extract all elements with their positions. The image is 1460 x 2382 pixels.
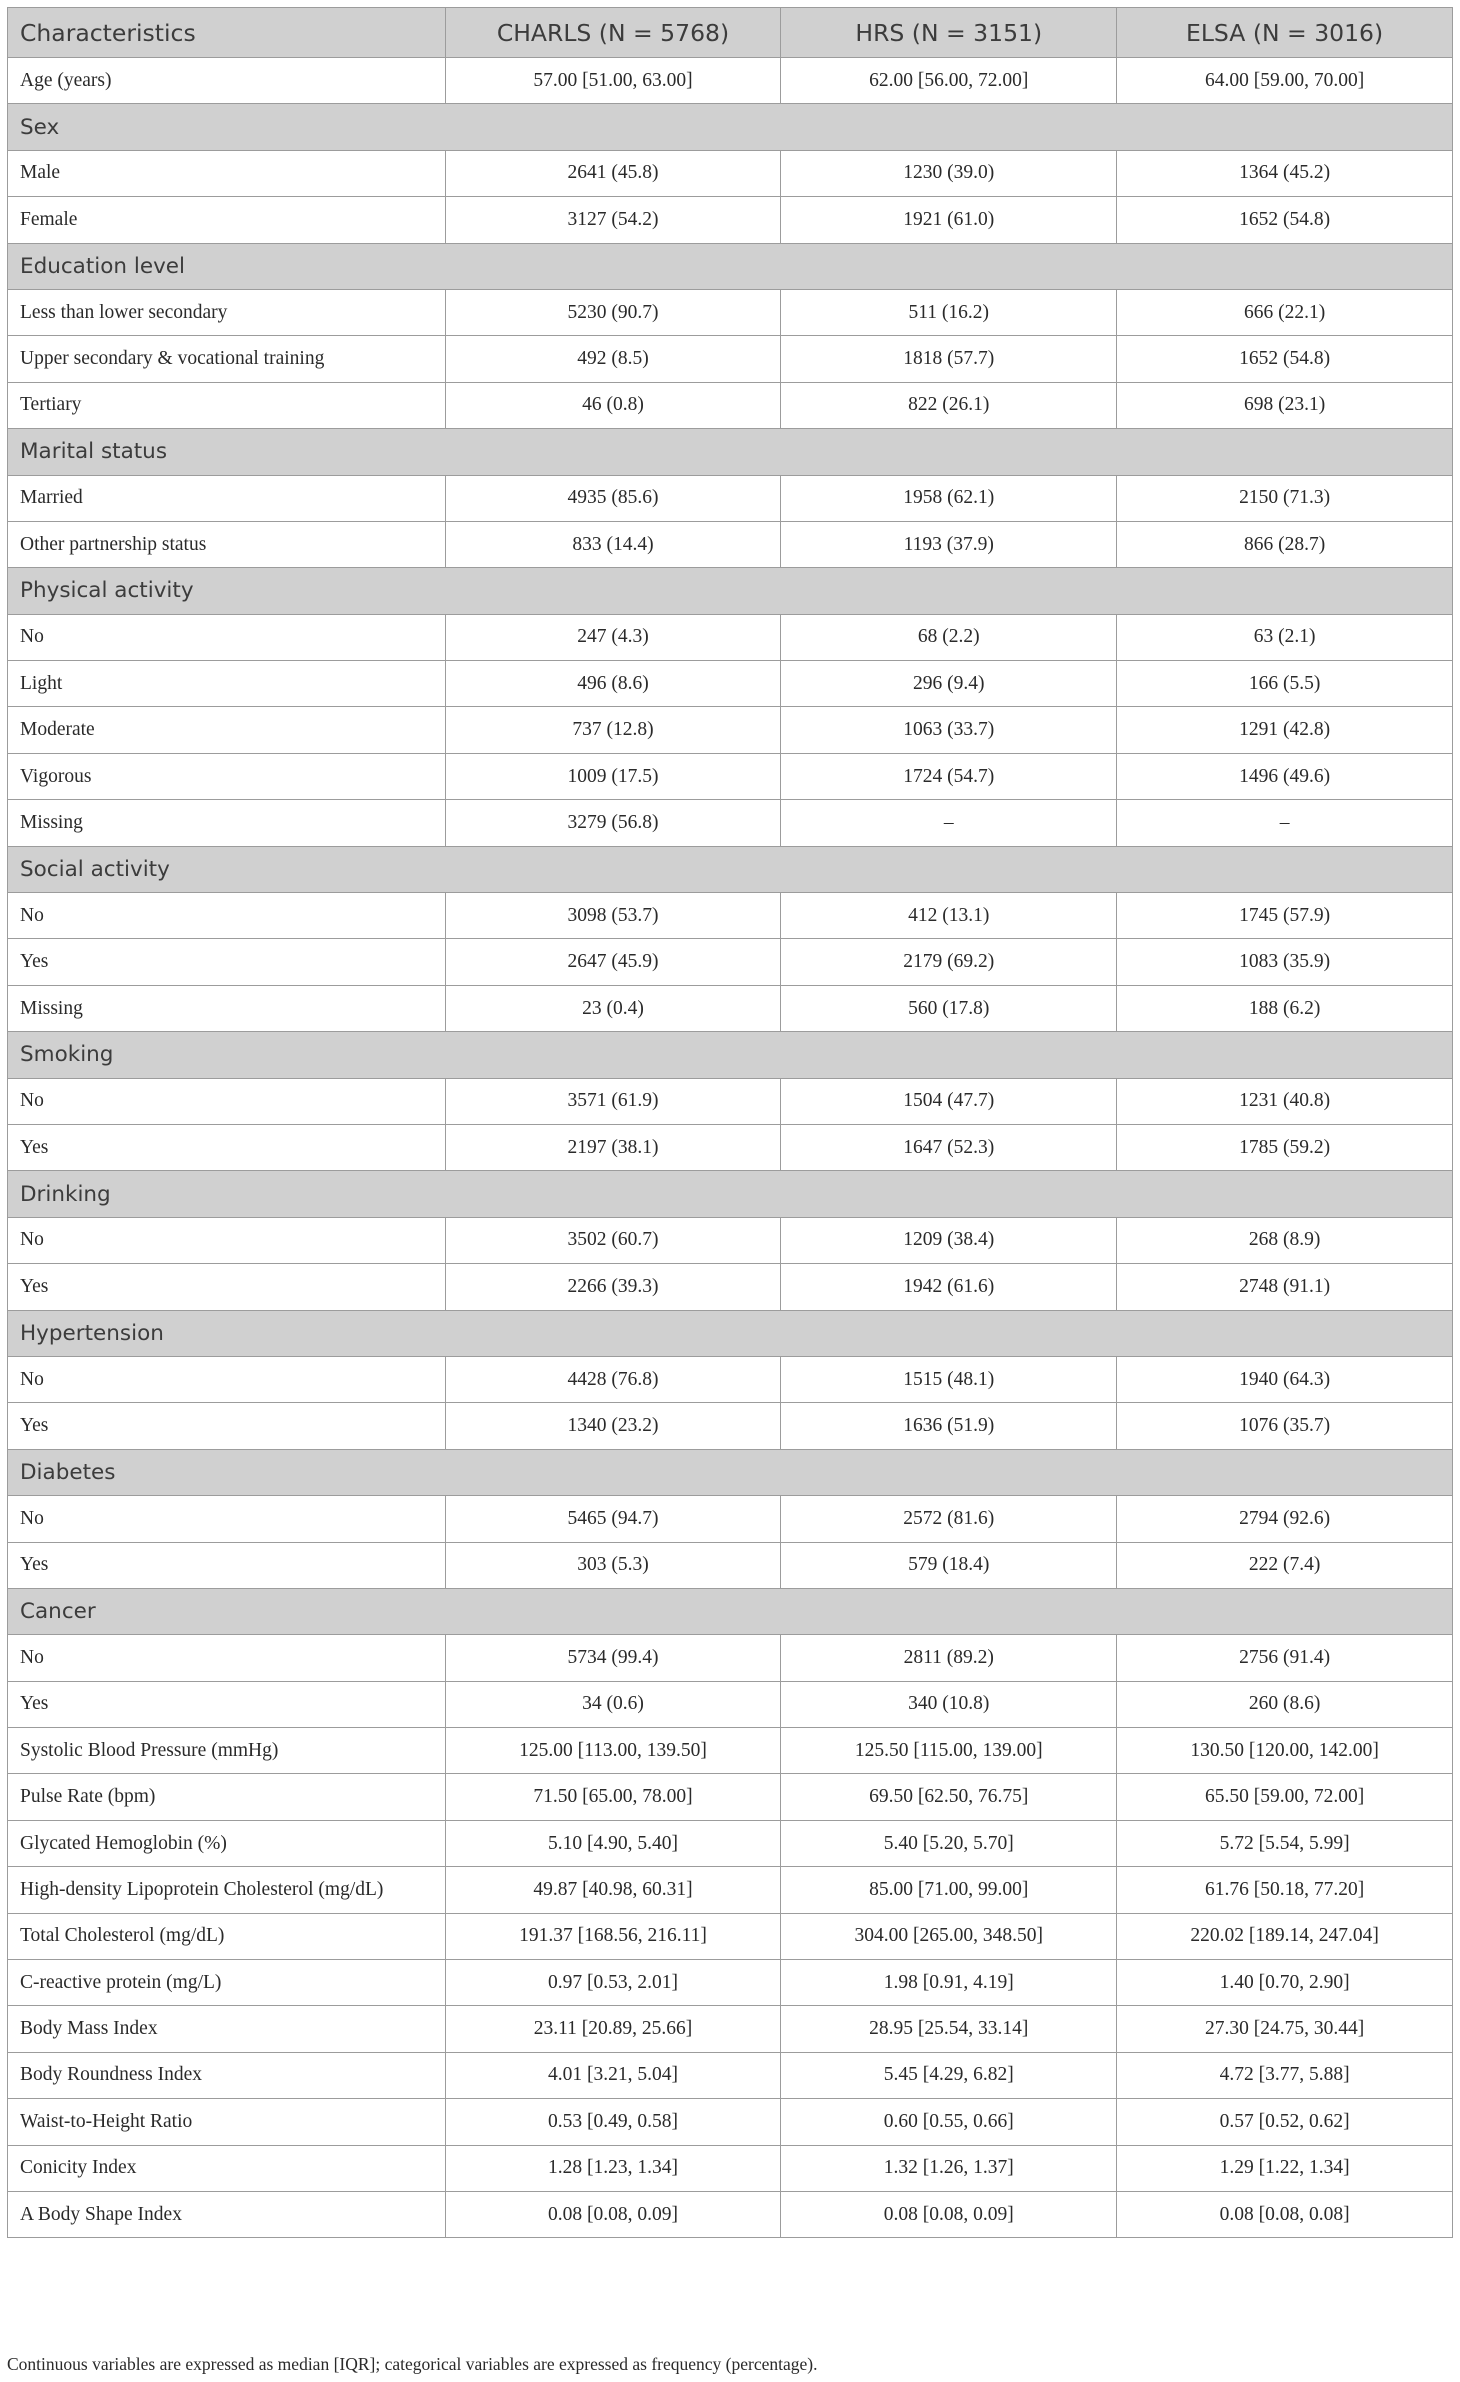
cell-hrs: 412 (13.1) — [781, 893, 1117, 939]
cell-charls: 247 (4.3) — [445, 614, 781, 660]
cell-charls: 23 (0.4) — [445, 985, 781, 1031]
cell-hrs: 5.45 [4.29, 6.82] — [781, 2052, 1117, 2098]
row-label: Waist-to-Height Ratio — [8, 2099, 446, 2145]
table-row — [8, 2006, 1453, 2052]
section-row — [8, 1032, 1453, 1078]
row-label: No — [8, 1635, 446, 1681]
cell-elsa: 1496 (49.6) — [1117, 753, 1453, 799]
table-row — [8, 521, 1453, 567]
section-row — [8, 846, 1453, 892]
row-label: Yes — [8, 1264, 446, 1310]
table-row — [8, 1960, 1453, 2006]
table-row — [8, 1217, 1453, 1263]
table-row — [8, 1124, 1453, 1170]
row-label: Yes — [8, 1681, 446, 1727]
cell-charls: 0.08 [0.08, 0.09] — [445, 2191, 781, 2237]
cell-charls: 3127 (54.2) — [445, 197, 781, 243]
cell-elsa: 1364 (45.2) — [1117, 150, 1453, 196]
cell-elsa: 1652 (54.8) — [1117, 336, 1453, 382]
row-label: Pulse Rate (bpm) — [8, 1774, 446, 1820]
table-row — [8, 1913, 1453, 1959]
row-label: High-density Lipoprotein Cholesterol (mg/dL) — [8, 1867, 446, 1913]
cell-hrs: 560 (17.8) — [781, 985, 1117, 1031]
table-row — [8, 336, 1453, 382]
cell-charls: 3279 (56.8) — [445, 800, 781, 846]
cell-elsa: 0.57 [0.52, 0.62] — [1117, 2099, 1453, 2145]
row-label: Male — [8, 150, 446, 196]
table-row — [8, 1681, 1453, 1727]
section-label: Smoking — [8, 1032, 1453, 1078]
cell-hrs: 125.50 [115.00, 139.00] — [781, 1728, 1117, 1774]
cell-hrs: 1515 (48.1) — [781, 1356, 1117, 1402]
cell-hrs: 1193 (37.9) — [781, 521, 1117, 567]
table-row — [8, 150, 1453, 196]
section-row — [8, 1310, 1453, 1356]
table-row — [8, 1403, 1453, 1449]
row-label: Tertiary — [8, 382, 446, 428]
cell-charls: 5734 (99.4) — [445, 1635, 781, 1681]
cell-elsa: 1231 (40.8) — [1117, 1078, 1453, 1124]
table-row — [8, 58, 1453, 104]
section-label: Marital status — [8, 429, 1453, 475]
cell-charls: 34 (0.6) — [445, 1681, 781, 1727]
row-label: Yes — [8, 1403, 446, 1449]
cell-charls: 1009 (17.5) — [445, 753, 781, 799]
row-label: Upper secondary & vocational training — [8, 336, 446, 382]
row-label: Age (years) — [8, 58, 446, 104]
cell-charls: 125.00 [113.00, 139.50] — [445, 1728, 781, 1774]
cell-charls: 191.37 [168.56, 216.11] — [445, 1913, 781, 1959]
table-row — [8, 1635, 1453, 1681]
section-label: Drinking — [8, 1171, 1453, 1217]
section-row — [8, 104, 1453, 150]
cell-elsa: 220.02 [189.14, 247.04] — [1117, 1913, 1453, 1959]
cell-elsa: 61.76 [50.18, 77.20] — [1117, 1867, 1453, 1913]
cell-charls: 0.97 [0.53, 2.01] — [445, 1960, 781, 2006]
table-row — [8, 1542, 1453, 1588]
cell-elsa: 2756 (91.4) — [1117, 1635, 1453, 1681]
table-row — [8, 893, 1453, 939]
row-label: Total Cholesterol (mg/dL) — [8, 1913, 446, 1959]
cell-elsa: 222 (7.4) — [1117, 1542, 1453, 1588]
cell-elsa: 64.00 [59.00, 70.00] — [1117, 58, 1453, 104]
cell-hrs: 85.00 [71.00, 99.00] — [781, 1867, 1117, 1913]
cell-hrs: 0.08 [0.08, 0.09] — [781, 2191, 1117, 2237]
cell-elsa: 1745 (57.9) — [1117, 893, 1453, 939]
section-label: Physical activity — [8, 568, 1453, 614]
cell-charls: 5230 (90.7) — [445, 289, 781, 335]
cell-elsa: 65.50 [59.00, 72.00] — [1117, 1774, 1453, 1820]
cell-elsa: 268 (8.9) — [1117, 1217, 1453, 1263]
cell-hrs: 62.00 [56.00, 72.00] — [781, 58, 1117, 104]
table-row — [8, 1356, 1453, 1402]
cell-charls: 23.11 [20.89, 25.66] — [445, 2006, 781, 2052]
table-row — [8, 1867, 1453, 1913]
cell-hrs: 579 (18.4) — [781, 1542, 1117, 1588]
cell-elsa: 260 (8.6) — [1117, 1681, 1453, 1727]
cell-charls: 3502 (60.7) — [445, 1217, 781, 1263]
section-label: Sex — [8, 104, 1453, 150]
cell-elsa: 1940 (64.3) — [1117, 1356, 1453, 1402]
cell-hrs: – — [781, 800, 1117, 846]
cell-hrs: 1.98 [0.91, 4.19] — [781, 1960, 1117, 2006]
cell-charls: 4.01 [3.21, 5.04] — [445, 2052, 781, 2098]
cell-hrs: 1.32 [1.26, 1.37] — [781, 2145, 1117, 2191]
cell-hrs: 1209 (38.4) — [781, 1217, 1117, 1263]
table-container — [7, 7, 1453, 2238]
cell-charls: 0.53 [0.49, 0.58] — [445, 2099, 781, 2145]
cell-charls: 1340 (23.2) — [445, 1403, 781, 1449]
cell-hrs: 68 (2.2) — [781, 614, 1117, 660]
table-row — [8, 939, 1453, 985]
cell-elsa: 866 (28.7) — [1117, 521, 1453, 567]
cell-hrs: 1724 (54.7) — [781, 753, 1117, 799]
cell-hrs: 1230 (39.0) — [781, 150, 1117, 196]
cell-charls: 49.87 [40.98, 60.31] — [445, 1867, 781, 1913]
cell-elsa: 2150 (71.3) — [1117, 475, 1453, 521]
section-label: Education level — [8, 243, 1453, 289]
section-label: Diabetes — [8, 1449, 1453, 1495]
row-label: No — [8, 1217, 446, 1263]
cell-elsa: 1785 (59.2) — [1117, 1124, 1453, 1170]
table-row — [8, 197, 1453, 243]
row-label: No — [8, 1356, 446, 1402]
cell-elsa: 27.30 [24.75, 30.44] — [1117, 2006, 1453, 2052]
cell-charls: 833 (14.4) — [445, 521, 781, 567]
cell-elsa: 1083 (35.9) — [1117, 939, 1453, 985]
table-row — [8, 2052, 1453, 2098]
row-label: Yes — [8, 939, 446, 985]
row-label: Body Roundness Index — [8, 2052, 446, 2098]
cell-hrs: 69.50 [62.50, 76.75] — [781, 1774, 1117, 1820]
row-label: C-reactive protein (mg/L) — [8, 1960, 446, 2006]
table-row — [8, 2191, 1453, 2237]
table-row — [8, 2145, 1453, 2191]
row-label: No — [8, 1496, 446, 1542]
cell-hrs: 1063 (33.7) — [781, 707, 1117, 753]
table-body — [8, 58, 1453, 2238]
table-header-row — [8, 8, 1453, 58]
cell-charls: 71.50 [65.00, 78.00] — [445, 1774, 781, 1820]
cell-elsa: 2748 (91.1) — [1117, 1264, 1453, 1310]
cell-charls: 3571 (61.9) — [445, 1078, 781, 1124]
cell-elsa: 63 (2.1) — [1117, 614, 1453, 660]
table-row — [8, 800, 1453, 846]
row-label: Married — [8, 475, 446, 521]
section-label: Cancer — [8, 1588, 1453, 1634]
section-row — [8, 243, 1453, 289]
header-charls: CHARLS (N = 5768) — [445, 8, 781, 58]
cell-hrs: 2572 (81.6) — [781, 1496, 1117, 1542]
table-row — [8, 2099, 1453, 2145]
cell-charls: 5465 (94.7) — [445, 1496, 781, 1542]
cell-charls: 3098 (53.7) — [445, 893, 781, 939]
cell-hrs: 1647 (52.3) — [781, 1124, 1117, 1170]
cell-charls: 492 (8.5) — [445, 336, 781, 382]
section-label: Social activity — [8, 846, 1453, 892]
row-label: Missing — [8, 800, 446, 846]
cell-hrs: 340 (10.8) — [781, 1681, 1117, 1727]
row-label: Glycated Hemoglobin (%) — [8, 1820, 446, 1866]
row-label: Other partnership status — [8, 521, 446, 567]
table-row — [8, 1820, 1453, 1866]
cell-charls: 4935 (85.6) — [445, 475, 781, 521]
cell-charls: 2641 (45.8) — [445, 150, 781, 196]
table-row — [8, 289, 1453, 335]
row-label: Systolic Blood Pressure (mmHg) — [8, 1728, 446, 1774]
cell-hrs: 2179 (69.2) — [781, 939, 1117, 985]
section-label: Hypertension — [8, 1310, 1453, 1356]
table-row — [8, 1264, 1453, 1310]
row-label: No — [8, 893, 446, 939]
table-row — [8, 753, 1453, 799]
cell-elsa: 666 (22.1) — [1117, 289, 1453, 335]
table-row — [8, 661, 1453, 707]
cell-elsa: 1.29 [1.22, 1.34] — [1117, 2145, 1453, 2191]
cell-hrs: 304.00 [265.00, 348.50] — [781, 1913, 1117, 1959]
row-label: A Body Shape Index — [8, 2191, 446, 2237]
row-label: No — [8, 1078, 446, 1124]
cell-hrs: 1818 (57.7) — [781, 336, 1117, 382]
table-row — [8, 707, 1453, 753]
cell-hrs: 5.40 [5.20, 5.70] — [781, 1820, 1117, 1866]
row-label: No — [8, 614, 446, 660]
cell-charls: 2266 (39.3) — [445, 1264, 781, 1310]
cell-elsa: 4.72 [3.77, 5.88] — [1117, 2052, 1453, 2098]
cell-hrs: 822 (26.1) — [781, 382, 1117, 428]
table-row — [8, 1496, 1453, 1542]
cell-elsa: 166 (5.5) — [1117, 661, 1453, 707]
characteristics-table — [7, 7, 1453, 2238]
cell-hrs: 1942 (61.6) — [781, 1264, 1117, 1310]
table-row — [8, 475, 1453, 521]
section-row — [8, 568, 1453, 614]
cell-charls: 496 (8.6) — [445, 661, 781, 707]
table-footnote: Continuous variables are expressed as median [IQR]; categorical variables are expressed as frequency (percentage). — [7, 2354, 818, 2374]
cell-hrs: 2811 (89.2) — [781, 1635, 1117, 1681]
header-elsa: ELSA (N = 3016) — [1117, 8, 1453, 58]
table-row — [8, 1774, 1453, 1820]
section-row — [8, 1588, 1453, 1634]
cell-hrs: 1921 (61.0) — [781, 197, 1117, 243]
cell-elsa: – — [1117, 800, 1453, 846]
cell-charls: 2647 (45.9) — [445, 939, 781, 985]
cell-hrs: 511 (16.2) — [781, 289, 1117, 335]
table-row — [8, 614, 1453, 660]
row-label: Female — [8, 197, 446, 243]
row-label: Conicity Index — [8, 2145, 446, 2191]
section-row — [8, 1449, 1453, 1495]
cell-hrs: 1504 (47.7) — [781, 1078, 1117, 1124]
header-hrs: HRS (N = 3151) — [781, 8, 1117, 58]
row-label: Vigorous — [8, 753, 446, 799]
cell-elsa: 2794 (92.6) — [1117, 1496, 1453, 1542]
cell-elsa: 130.50 [120.00, 142.00] — [1117, 1728, 1453, 1774]
cell-hrs: 1958 (62.1) — [781, 475, 1117, 521]
header-characteristics: Characteristics — [8, 8, 446, 58]
cell-elsa: 188 (6.2) — [1117, 985, 1453, 1031]
cell-charls: 46 (0.8) — [445, 382, 781, 428]
cell-charls: 303 (5.3) — [445, 1542, 781, 1588]
cell-hrs: 296 (9.4) — [781, 661, 1117, 707]
cell-charls: 5.10 [4.90, 5.40] — [445, 1820, 781, 1866]
cell-elsa: 1652 (54.8) — [1117, 197, 1453, 243]
row-label: Body Mass Index — [8, 2006, 446, 2052]
table-row — [8, 1728, 1453, 1774]
cell-hrs: 28.95 [25.54, 33.14] — [781, 2006, 1117, 2052]
row-label: Yes — [8, 1124, 446, 1170]
table-row — [8, 985, 1453, 1031]
cell-elsa: 5.72 [5.54, 5.99] — [1117, 1820, 1453, 1866]
row-label: Missing — [8, 985, 446, 1031]
cell-elsa: 1291 (42.8) — [1117, 707, 1453, 753]
table-row — [8, 1078, 1453, 1124]
cell-charls: 1.28 [1.23, 1.34] — [445, 2145, 781, 2191]
row-label: Light — [8, 661, 446, 707]
section-row — [8, 1171, 1453, 1217]
cell-charls: 737 (12.8) — [445, 707, 781, 753]
cell-elsa: 1.40 [0.70, 2.90] — [1117, 1960, 1453, 2006]
table-row — [8, 382, 1453, 428]
row-label: Moderate — [8, 707, 446, 753]
cell-elsa: 0.08 [0.08, 0.08] — [1117, 2191, 1453, 2237]
row-label: Less than lower secondary — [8, 289, 446, 335]
cell-elsa: 698 (23.1) — [1117, 382, 1453, 428]
cell-charls: 57.00 [51.00, 63.00] — [445, 58, 781, 104]
cell-hrs: 0.60 [0.55, 0.66] — [781, 2099, 1117, 2145]
cell-charls: 2197 (38.1) — [445, 1124, 781, 1170]
cell-charls: 4428 (76.8) — [445, 1356, 781, 1402]
row-label: Yes — [8, 1542, 446, 1588]
cell-hrs: 1636 (51.9) — [781, 1403, 1117, 1449]
section-row — [8, 429, 1453, 475]
cell-elsa: 1076 (35.7) — [1117, 1403, 1453, 1449]
